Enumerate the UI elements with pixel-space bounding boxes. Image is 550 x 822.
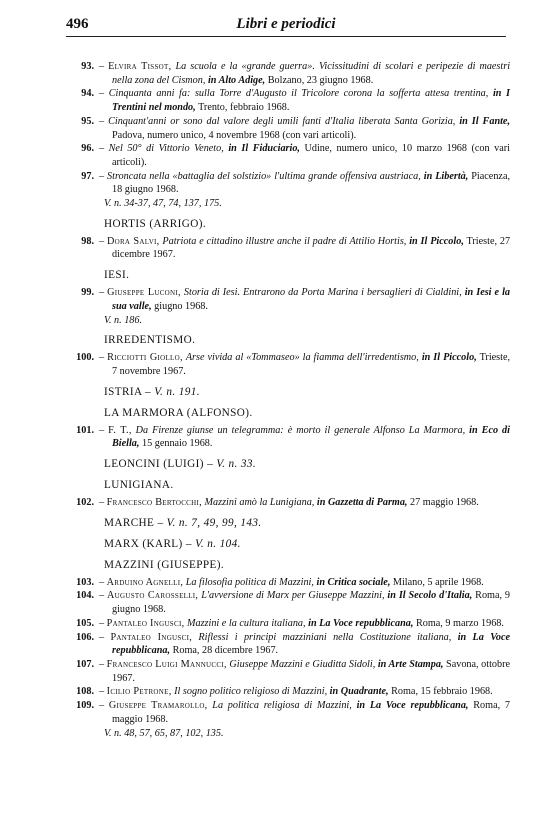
entry-title: Nel 50° di Vittorio Veneto, [108,143,224,155]
bibliography-entry: 107. – Francesco Luigi Mannucci, Giuseppe Mazzini e Giuditta Sidoli, in Arte Stampa, Savona, ottobre 1967. [66,658,510,685]
entry-publication: in Il Secolo d'Italia, [387,590,473,602]
entry-title: Arse vivida al «Tommaseo» la fiamma dell'irredentismo, [185,352,419,364]
entry-publication: in Alto Adige, [207,74,266,86]
subject-heading-text: LEONCINI (LUIGI) [104,458,204,471]
bibliography-entry: 103. – Arduino Agnelli, La filosofia politica di Mazzini, in Critica sociale, Milano, 5 aprile 1968. [66,576,510,590]
subject-heading-text: LA MARMORA (ALFONSO). [104,406,253,419]
entry-title: Storia di Iesi. Entrarono da Porta Marina i bersaglieri di Cialdini, [183,287,462,299]
subject-heading [66,457,510,472]
entry-details: Roma, 9 giugno 1968. [112,590,511,616]
entry-publication: in Il Piccolo, [421,352,477,364]
entry-title: Il sogno politico religioso di Mazzini, [174,686,328,698]
entry-number: 104. [76,590,94,602]
subject-heading [66,478,510,493]
entry-number: 100. [76,352,94,364]
entry-number: 101. [76,424,94,436]
entry-publication: in La Voce repubblicana, [308,617,414,629]
bibliography-entry: 93. – Elvira Tissot, La scuola e la «grande guerra». Vicissitudini di scolari e peripezie di maestri nella zona del Cismon, in Alto Adige, Bolzano, 23 giugno 1968. [66,60,510,87]
subject-heading [66,268,510,283]
entry-number: 108. [76,686,94,698]
entry-author: Ricciotti Giollo, [107,352,183,364]
bibliography-entry: 108. – Icilio Petrone, Il sogno politico religioso di Mazzini, in Quadrante, Roma, 15 febbraio 1968. [66,685,510,699]
subject-heading [66,217,510,232]
entry-details: Roma, 15 febbraio 1968. [391,686,493,698]
see-also-reference: V. n. 34-37, 47, 74, 137, 175. [104,198,222,210]
bibliography-entry: 109. – Giuseppe Tramarollo, La politica religiosa di Mazzini, in La Voce repubblicana, Roma, 7 maggio 1968. [66,699,510,726]
entry-author: Icilio Petrone, [106,686,172,698]
entry-title: La scuola e la «grande guerra». Vicissitudini di scolari e peripezie di maestri nella zona del Cismon, [112,61,511,86]
bibliography-entry: 98. – Dora Salvi, Patriota e cittadino illustre anche il padre di Attilio Hortis, in Il Piccolo, Trieste, 27 dicembre 1967. [66,235,510,262]
entry-details: Savona, ottobre 1967. [112,658,511,684]
entry-publication: in Critica sociale, [316,576,391,588]
entry-author: Giuseppe Luconi, [107,287,181,299]
entry-details: Piacenza, 18 giugno 1968. [112,170,511,196]
entry-author: Arduino Agnelli, [106,576,184,588]
bibliography-entry: 106. – Pantaleo Ingusci, Riflessi i principi mazziniani nella Costituzione italiana, in La Voce repubblicana, Roma, 28 dicembre 1967. [66,631,510,658]
bibliography-entry: 94. – Cinquanta anni fa: sulla Torre d'Augusto il Tricolore corona la sofferta attesa trentina, in I Trentini nel mondo, Trento, febbraio 1968. [66,87,510,114]
entry-title: Cinquant'anni or sono dal valore degli umili fanti d'Italia liberata Santa Gorizia, [108,115,456,127]
entry-author: F. T., [108,424,132,436]
entry-details: 27 maggio 1968. [410,497,479,509]
entry-details: Padova, numero unico, 4 novembre 1968 (con vari articoli). [112,129,357,141]
subject-heading [66,558,510,573]
entry-title: Mazzini e la cultura italiana, [187,617,306,629]
bibliography-entry: 104. – Augusto Carosselli, L'avversione di Marx per Giuseppe Mazzini, in Il Secolo d'Italia, Roma, 9 giugno 1968. [66,589,510,616]
entry-author: Elvira Tissot, [108,61,172,72]
subject-heading-text: HORTIS (ARRIGO). [104,217,207,230]
entry-details: Roma, 7 maggio 1968. [112,700,510,725]
entry-number: 99. [81,287,94,299]
entry-number: 98. [81,235,94,247]
running-title: Libri e periodici [236,16,336,32]
entry-details: Bolzano, 23 giugno 1968. [267,74,374,86]
entry-number: 93. [81,61,94,72]
entry-details: Roma, 28 dicembre 1967. [172,645,279,657]
entry-publication: in Il Piccolo, [409,235,464,247]
entry-details: Udine, numero unico, 10 marzo 1968 (con vari articoli). [112,143,511,168]
subject-heading [66,385,510,400]
entry-details: Trieste, 27 dicembre 1967. [112,235,511,261]
bibliography-entry: 105. – Pantaleo Ingusci, Mazzini e la cultura italiana, in La Voce repubblicana, Roma, 9 marzo 1968. [66,617,510,631]
page-header [66,14,506,37]
entry-title: Patriota e cittadino illustre anche il padre di Attilio Hortis, [162,235,407,247]
entry-number: 94. [81,88,94,100]
subject-heading-text: IRREDENTISMO. [104,334,196,347]
entry-title: Mazzini amò la Lunigiana, [204,497,315,509]
see-also-reference: V. n. 48, 57, 65, 87, 102, 135. [104,727,224,739]
subject-heading-text: ISTRIA [104,385,142,398]
entry-title: Giuseppe Mazzini e Giuditta Sidoli, [229,658,376,670]
subject-heading-text: LUNIGIANA. [104,479,174,492]
entry-author: Dora Salvi, [106,235,160,247]
subject-heading-see-also: – V. n. 191. [145,385,200,398]
entry-publication: in Il Fante, [459,115,511,127]
bibliography-entry: 102. – Francesco Bertocchi, Mazzini amò la Lunigiana, in Gazzetta di Parma, 27 maggio 1968. [66,496,510,510]
entry-number: 107. [76,658,94,670]
bibliography-entry: 96. – Nel 50° di Vittorio Veneto, in Il Fiduciario, Udine, numero unico, 10 marzo 1968 (con vari articoli). [66,142,510,169]
bibliography-entry: 95. – Cinquant'anni or sono dal valore degli umili fanti d'Italia liberata Santa Gorizia, in Il Fante, Padova, numero unico, 4 novembre 1968 (con vari articoli). [66,115,510,142]
entry-title: Da Firenze giunse un telegramma: è morto il generale Alfonso La Marmora, [135,424,466,436]
subject-heading [66,333,510,348]
entry-number: 95. [81,115,94,127]
entry-publication: in Libertà, [423,170,469,182]
page-number: 496 [66,16,89,32]
entry-publication: in Quadrante, [329,686,389,698]
entry-title: L'avversione di Marx per Giuseppe Mazzini, [201,590,385,602]
entry-title: Cinquanta anni fa: sulla Torre d'Augusto il Tricolore corona la sofferta attesa trentina, [108,88,489,100]
entry-author: Francesco Bertocchi, [106,497,202,509]
entry-author: Pantaleo Ingusci, [106,617,185,629]
entry-title: La politica religiosa di Mazzini, [212,700,352,712]
bibliography-entry: 99. – Giuseppe Luconi, Storia di Iesi. Entrarono da Porta Marina i bersaglieri di Cialdini, in Iesi e la sua valle, giugno 1968. [66,286,510,313]
entry-number: 105. [76,617,94,629]
subject-heading-see-also: – V. n. 104. [185,537,241,550]
entry-number: 96. [81,143,94,155]
subject-heading-text: IESI. [104,269,130,282]
entry-title: Stroncata nella «battaglia del solstizio» l'ultima grande offensiva austriaca, [107,170,421,182]
subject-heading-text: MARCHE [104,516,155,529]
entry-details: Trento, febbraio 1968. [198,102,290,114]
entry-publication: in Arte Stampa, [377,658,444,670]
subject-heading [66,516,510,531]
entry-number: 106. [76,631,94,643]
bibliography-entry: 100. – Ricciotti Giollo, Arse vivida al «Tommaseo» la fiamma dell'irredentismo, in Il Piccolo, Trieste, 7 novembre 1967. [66,351,510,378]
subject-heading [66,537,510,552]
entry-author: Giuseppe Tramarollo, [108,700,208,712]
entry-details: Trieste, 7 novembre 1967. [112,352,511,377]
entry-details: Roma, 9 marzo 1968. [415,617,504,629]
bibliography-list [66,60,510,740]
bibliography-entry: 97. – Stroncata nella «battaglia del solstizio» l'ultima grande offensiva austriaca, in Libertà, Piacenza, 18 giugno 1968. [66,170,510,197]
subject-heading-text: MARX (KARL) [104,537,183,550]
entry-number: 97. [81,170,94,182]
subject-heading-see-also: – V. n. 7, 49, 99, 143. [157,516,262,529]
entry-details: Milano, 5 aprile 1968. [392,576,484,588]
entry-publication: in Gazzetta di Parma, [316,497,408,509]
see-also-reference: V. n. 186. [104,314,143,326]
entry-publication: in Il Fiduciario, [228,143,300,155]
entry-publication: in La Voce repubblicana, [112,631,511,657]
bibliography-entry: 101. – F. T., Da Firenze giunse un telegramma: è morto il generale Alfonso La Marmora, in Eco di Biella, 15 gennaio 1968. [66,424,510,451]
entry-publication: in Iesi e la sua valle, [112,287,511,312]
subject-heading-see-also: – V. n. 33. [207,458,257,471]
entry-author: Pantaleo Ingusci, [110,631,193,643]
entry-number: 109. [76,700,94,712]
entry-author: Francesco Luigi Mannucci, [106,658,227,670]
entry-details: 15 gennaio 1968. [142,438,213,450]
entry-number: 102. [76,497,94,509]
entry-publication: in Eco di Biella, [112,424,510,450]
entry-publication: in I Trentini nel mondo, [112,88,511,114]
entry-title: Riflessi i principi mazziniani nella Costituzione italiana, [198,631,452,643]
entry-author: Augusto Carosselli, [107,590,199,602]
subject-heading [66,406,510,421]
subject-heading-text: MAZZINI (GIUSEPPE). [104,558,225,571]
entry-publication: in La Voce repubblicana, [356,700,469,712]
entry-details: giugno 1968. [154,300,208,312]
entry-number: 103. [76,576,94,588]
entry-title: La filosofia politica di Mazzini, [185,576,314,588]
